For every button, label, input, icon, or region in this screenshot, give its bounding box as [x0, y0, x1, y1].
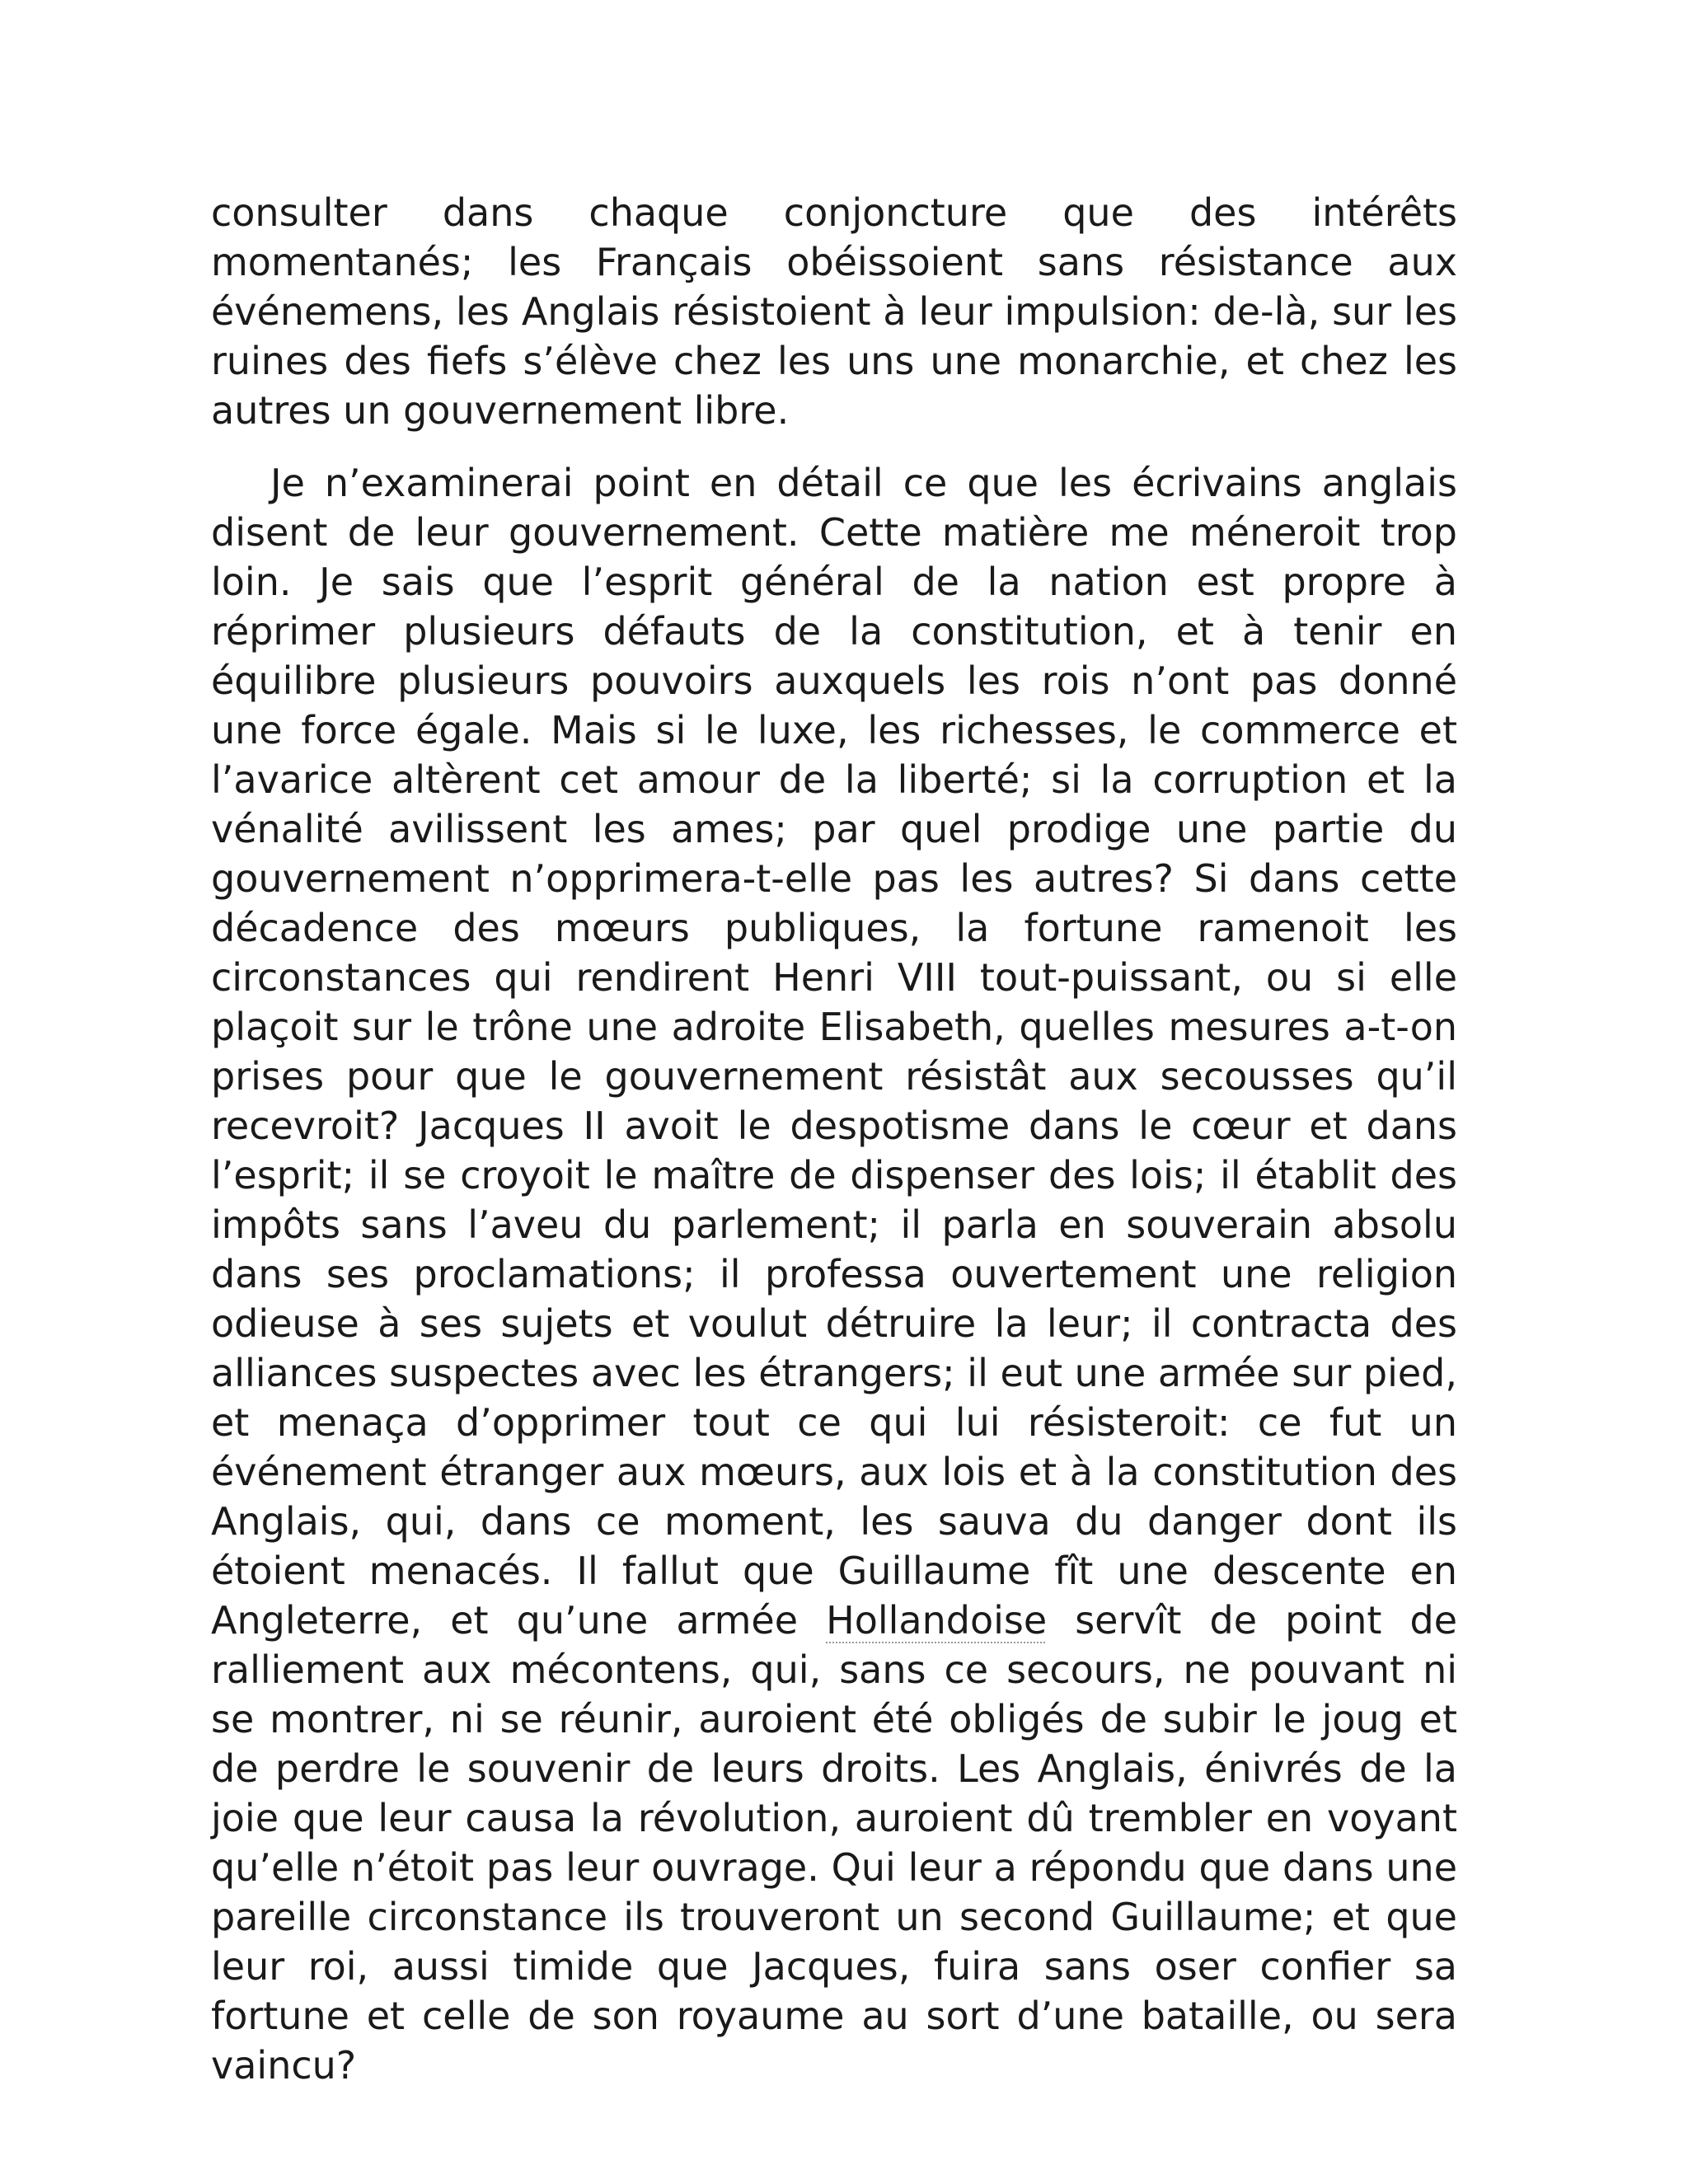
paragraph-2-part-1: Je n’examinerai point en détail ce que les écrivains anglais disent de leur gouvernement. Cette matière me méneroit trop loin. Je sais que l’esprit général de la nation est propre à réprimer plusieurs défauts de la constitution, et à tenir en équilibre plusieurs pouvoirs auxquels les rois n’ont pas donné une force égale. Mais si le luxe, les richesses, le commerce et l’avarice altèrent cet amour de la liberté; si la corruption et la vénalité avilissent les ames; par quel prodige une partie du gouvernement n’opprimera-t-elle pas les autres? Si dans cette décadence des mœurs publiques, la fortune ramenoit les circonstances qui rendirent Henri VIII tout-puissant, ou si elle plaçoit sur le trône une adroite Elisabeth, quelles mesures a-t-on prises pour que le gouvernement résistât aux secousses qu’il recevroit? Jacques II avoit le despotisme dans le cœur et dans l’esprit; il se croyoit le maître de dispenser des lois; il établit des impôts sans l’aveu du parlement; il parla en souverain absolu dans ses proclamations; il professa ouvertement une religion odieuse à ses sujets et voulut détruire la leur; il contracta des alliances suspectes avec les étrangers; il eut une armée sur pied, et menaça d’opprimer tout ce qui lui résisteroit: ce fut un événement étranger aux mœurs, aux lois et à la constitution des Anglais, qui, dans ce moment, les sauva du danger dont ils étoient menacés. Il fallut que Guillaume fît une descente en Angleterre, et qu’une armée: [211, 461, 1457, 1643]
paragraph-2-part-2: servît de point de ralliement aux mécontens, qui, sans ce secours, ne pouvant ni se montrer, ni se réunir, auroient été obligés de subir le joug et de perdre le souvenir de leurs droits. Les Anglais, énivrés de la joie que leur causa la révolution, auroient dû trembler en voyant qu’elle n’étoit pas leur ouvrage. Qui leur a répondu que dans une pareille circonstance ils trouveront un second Guillaume; et que leur roi, aussi timide que Jacques, fuira sans oser confier sa fortune et celle de son royaume au sort d’une bataille, ou sera vaincu?: [211, 1598, 1457, 2088]
body-text: [211, 188, 1457, 2090]
hollandoise-link[interactable]: Hollandoise: [826, 1598, 1048, 1643]
paragraph-2: [211, 458, 1457, 2090]
paragraph-1: consulter dans chaque conjoncture que des intérêts momentanés; les Français obéissoient sans résistance aux événemens, les Anglais résistoient à leur impulsion: de-là, sur les ruines des fiefs s’élève chez les uns une monarchie, et chez les autres un gouvernement libre.: [211, 190, 1457, 433]
